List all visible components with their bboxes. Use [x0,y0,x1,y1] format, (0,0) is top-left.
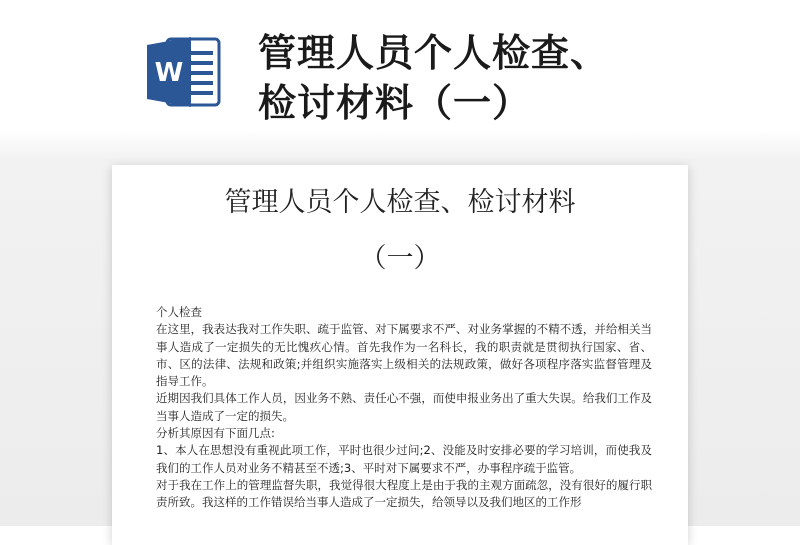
paragraph: 1、本人在思想没有重视此项工作，平时也很少过问;2、没能及时安排必要的学习培训，而使我及我们的工作人员对业务不精甚至不透;3、平时对下属要求不严，办事程序疏于监管。 [156,443,652,475]
word-document-icon [145,33,223,111]
document-page [112,165,688,545]
document-body [156,304,652,512]
paragraph-heading: 个人检查 [156,305,202,319]
page-title-line2: 检讨材料（一） [258,81,532,125]
word-icon-letter: W [154,58,184,88]
document-subtitle: （一） [359,243,441,274]
paragraph: 对于我在工作上的管理监督失职，我觉得很大程度上是由于我的主观方面疏忽，没有很好的履行职责所致。我这样的工作错误给当事人造成了一定损失，给领导以及我们地区的工作形 [156,477,652,510]
page-title-line1: 管理人员个人检查、 [258,31,610,75]
document-title: 管理人员个人检查、检讨材料 [224,187,576,218]
page-title [258,28,778,128]
paragraph: 分析其原因有下面几点: [156,426,275,441]
paragraph: 近期因我们具体工作人员，因业务不熟、责任心不强，而使申报业务出了重大失误。给我们工作及当事人造成了一定的损失。 [156,391,652,423]
paragraph: 在这里，我表达我对工作失职、疏于监管、对下属要求不严、对业务掌握的不精不透，并给相关当事人造成了一定损失的无比愧疚心情。首先我作为一名科长，我的职责就是贯彻执行国家、省、市、区的法律、法规和政策;并组织实施落实上级相关的法规政策，做好各项程序落实监督管理及指导工作。 [156,322,652,389]
